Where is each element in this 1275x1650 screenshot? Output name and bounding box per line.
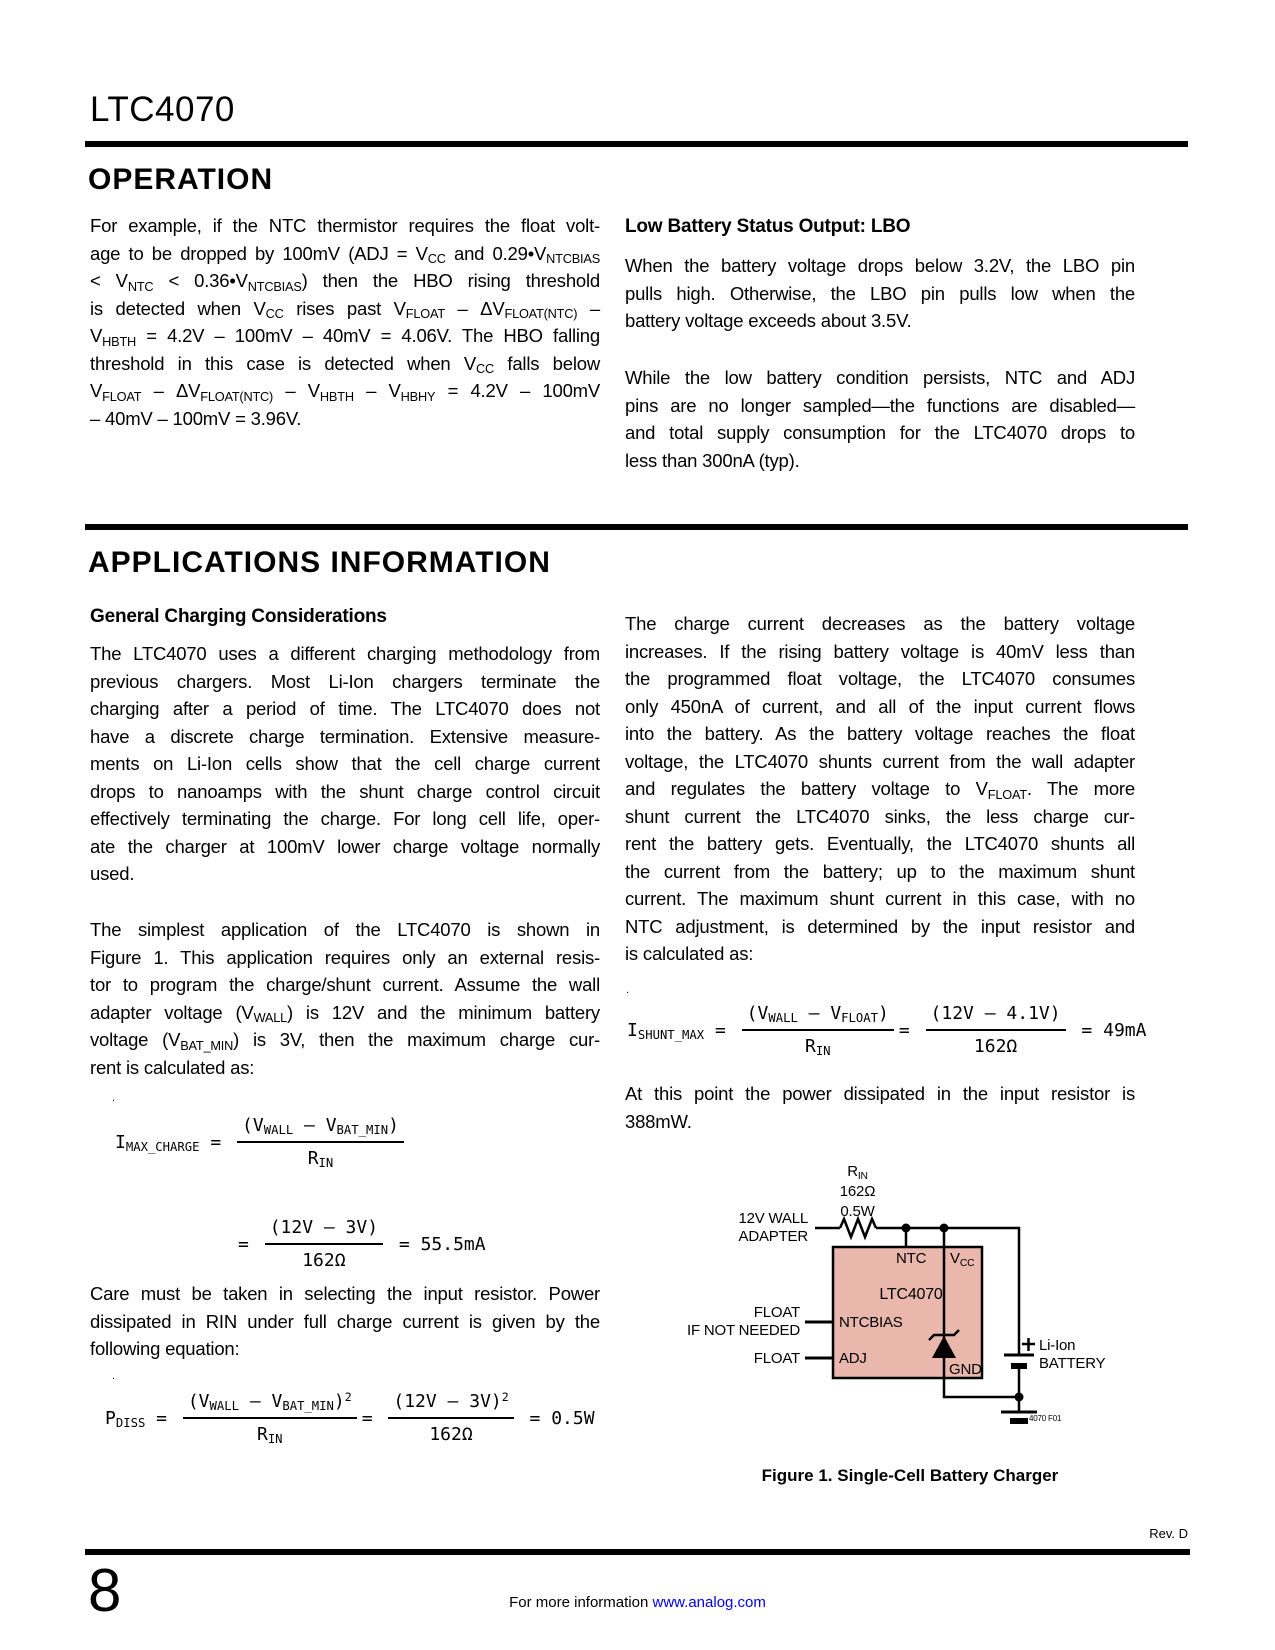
fraction-numerator: (12V – 3V)$^2$: [388, 1388, 513, 1419]
figure1-circuit: [660, 1140, 1140, 1440]
fraction-denominator: 162Ω: [973, 1036, 1018, 1057]
equation-lhs: $I_{MAX\_CHARGE}$ =: [115, 1131, 233, 1154]
text-line: 388mW.: [625, 1110, 692, 1132]
text-line: into the battery. As the battery voltage reaches the float: [625, 723, 1135, 744]
footer: [0, 1594, 1275, 1611]
text-line: NTC adjustment, is determined by the input resistor and: [625, 915, 1135, 937]
equation-equals: =: [898, 1019, 921, 1041]
wall-adapter-label: 12V WALL ADAPTER: [738, 1210, 808, 1245]
equation-equals: =: [238, 1233, 260, 1255]
fraction-denominator: $R_{IN}$: [307, 1148, 334, 1171]
text-line: battery voltage exceeds about 3.5V.: [625, 310, 912, 331]
text-line: charging after a period of time. The LTC4070 does not: [90, 698, 600, 719]
text-line: $V_{HBTH} = 4.2V - 100mV - 40mV = 4.06V$. The HBO falling: [90, 325, 600, 349]
equation-marker-dot: .: [112, 1092, 116, 1104]
text-line: only 450nA of current, and all of the input current flows: [625, 695, 1135, 717]
float-ntcbias-note: FLOAT IF NOT NEEDED: [687, 1304, 800, 1339]
equation-pdiss: [105, 1388, 595, 1448]
lbo-heading: Low Battery Status Output: LBO: [625, 216, 911, 237]
pin-label-ntcbias: NTCBIAS: [839, 1314, 903, 1331]
text-line: Care must be taken in selecting the input resistor. Power: [90, 1283, 600, 1304]
junction-dot: [902, 1224, 911, 1233]
section-rule: [85, 524, 1188, 530]
fraction: [388, 1388, 513, 1448]
text-line: For example, if the NTC thermistor requires the float volt-: [90, 215, 600, 236]
equation-imax-charge-value: [238, 1214, 486, 1274]
text-line: less than 300nA (typ).: [625, 449, 800, 471]
fraction: [265, 1214, 383, 1274]
equation-ishunt-max: [627, 1000, 1146, 1060]
chip-name-label: LTC4070: [879, 1286, 943, 1303]
text-line: shunt current the LTC4070 sinks, the less charge cur-: [625, 805, 1135, 827]
equation-result: = 0.5W: [518, 1407, 595, 1429]
text-line: the programmed float voltage, the LTC4070 consumes: [625, 668, 1135, 689]
fraction-numerator: $(V_{WALL} - V_{FLOAT})$: [742, 1000, 894, 1031]
equation-result: = 49mA: [1070, 1019, 1147, 1041]
footer-rule: [85, 1549, 1190, 1555]
applications-title: APPLICATIONS INFORMATION: [88, 546, 551, 579]
text-line: rent is calculated as:: [90, 1056, 255, 1078]
apps-left-paragraph-2: [90, 916, 600, 1081]
text-line: current. The maximum shunt current in this case, with no: [625, 888, 1135, 909]
figure1-caption: Figure 1. Single-Cell Battery Charger: [761, 1466, 1059, 1485]
text-line: increases. If the rising battery voltage is 40mV less than: [625, 640, 1135, 662]
fraction-numerator: $(V_{WALL} - V_{BAT\_MIN})$: [237, 1112, 404, 1143]
text-line: adapter voltage $(V_{WALL})$ is 12V and the minimum battery: [90, 1001, 600, 1026]
rin-name: $R_{IN}$: [847, 1163, 868, 1182]
text-line: The simplest application of the LTC4070 is shown in: [90, 919, 600, 940]
text-line: threshold in this case is detected when $V_{CC}$ falls below: [90, 352, 600, 377]
general-charging-heading: General Charging Considerations: [90, 606, 387, 627]
text-line: age to be dropped by 100mV ($ADJ = V_{CC}$ and $0.29•V_{NTCBIAS}$: [90, 242, 600, 267]
fraction-denominator: $R_{IN}$: [256, 1424, 283, 1447]
text-line: voltage, the LTC4070 shunts current from the wall adapter: [625, 750, 1135, 772]
equation-lhs: $I_{SHUNT\_MAX}$ =: [627, 1019, 737, 1042]
figure-code: 4070 F01: [1029, 1414, 1062, 1423]
text-line: ments on Li-Ion cells show that the cell charge current: [90, 753, 600, 774]
pin-label-vcc: $V_{CC}$: [950, 1250, 975, 1269]
rin-label: [820, 1162, 895, 1222]
text-line: is calculated as:: [625, 943, 754, 964]
text-line: $V_{FLOAT} - \Delta V_{FLOAT(NTC)} - V_{HBTH} - V_{HBHY} = 4.2V - 100mV$: [90, 380, 601, 404]
battery-label: Li-Ion BATTERY: [1039, 1337, 1106, 1372]
apps-right-paragraph-2: [625, 1080, 1135, 1135]
equation-lhs: $P_{DISS}$ =: [105, 1407, 178, 1430]
plus-icon: [1022, 1338, 1035, 1351]
fraction-numerator: $(V_{WALL} - V_{BAT\_MIN})^2$: [183, 1388, 357, 1419]
text-line: used.: [90, 863, 135, 884]
page-number: 8: [88, 1557, 122, 1624]
fraction: [237, 1112, 404, 1172]
text-line: voltage $(V_{BAT\_MIN})$ is 3V, then the maximum charge cur-: [90, 1029, 601, 1053]
fraction-numerator: (12V – 3V): [265, 1214, 383, 1245]
equation-equals: =: [361, 1407, 384, 1429]
text-line: pins are no longer sampled—the functions are disabled—: [625, 394, 1135, 416]
text-line: The LTC4070 uses a different charging methodology from: [90, 643, 600, 664]
equation-marker-dot: .: [626, 984, 630, 996]
text-line: At this point the power dissipated in the input resistor is: [625, 1083, 1135, 1104]
fraction-denominator: 162Ω: [302, 1250, 346, 1271]
text-line: tor to program the charge/shunt current. Assume the wall: [90, 974, 600, 995]
text-line: pulls high. Otherwise, the LBO pin pulls low when the: [625, 282, 1135, 304]
pin-label-ntc: NTC: [896, 1250, 927, 1267]
fraction: [926, 1000, 1066, 1060]
apps-right-paragraph-1: [625, 610, 1135, 968]
text-line: drops to nanoamps with the shunt charge control circuit: [90, 780, 600, 802]
text-line: – 40mV – 100mV = 3.96V.: [90, 407, 302, 429]
text-line: When the battery voltage drops below 3.2V, the LBO pin: [625, 255, 1135, 276]
text-line: and total supply consumption for the LTC4070 drops to: [625, 422, 1135, 443]
part-number: LTC4070: [90, 90, 235, 129]
rin-power: 0.5W: [840, 1203, 875, 1220]
revision-label: Rev. D: [1149, 1526, 1188, 1541]
pin-label-adj: ADJ: [839, 1350, 867, 1367]
fraction: [183, 1388, 357, 1448]
text-line: While the low battery condition persists, NTC and ADJ: [625, 367, 1135, 388]
lbo-paragraph-1: [625, 252, 1135, 335]
text-line: previous chargers. Most Li-Ion chargers terminate the: [90, 670, 600, 692]
footer-text: For more information: [509, 1594, 653, 1611]
text-line: Figure 1. This application requires only an external resis-: [90, 946, 600, 968]
text-line: ate the charger at 100mV lower charge voltage normally: [90, 835, 600, 857]
text-line: The charge current decreases as the battery voltage: [625, 613, 1135, 634]
rin-value: 162Ω: [839, 1183, 876, 1200]
apps-left-paragraph-3: [90, 1280, 600, 1363]
text-line: the current from the battery; up to the maximum shunt: [625, 860, 1135, 882]
text-line: have a discrete charge termination. Extensive measure-: [90, 725, 600, 747]
analog-website-link[interactable]: www.analog.com: [652, 1594, 766, 1611]
fraction-numerator: (12V – 4.1V): [926, 1000, 1066, 1031]
operation-title: OPERATION: [88, 163, 274, 196]
text-line: and regulates the battery voltage to $V_{FLOAT}$. The more: [625, 778, 1135, 802]
header-rule: [85, 141, 1188, 147]
equation-marker-dot: .: [112, 1370, 116, 1382]
operation-left-paragraph: [90, 212, 600, 432]
equation-imax-charge: [115, 1112, 409, 1172]
text-line: rent the battery gets. Eventually, the LTC4070 shunts all: [625, 833, 1135, 854]
fraction-denominator: $R_{IN}$: [804, 1036, 831, 1059]
text-line: following equation:: [90, 1338, 240, 1359]
equation-result: = 55.5mA: [388, 1233, 486, 1255]
fraction: [742, 1000, 894, 1060]
apps-left-paragraph-1: [90, 640, 600, 888]
pin-label-gnd: GND: [949, 1361, 982, 1378]
fraction-denominator: 162Ω: [429, 1424, 473, 1445]
junction-dot: [940, 1224, 949, 1233]
text-line: dissipated in RIN under full charge current is given by the: [90, 1310, 600, 1332]
text-line: effectively terminating the charge. For long cell life, oper-: [90, 808, 600, 829]
lbo-paragraph-2: [625, 364, 1135, 474]
text-line: < $V_{NTC}$ < $0.36•V_{NTCBIAS}$) then the HBO rising threshold: [90, 270, 600, 294]
float-adj-note: FLOAT: [753, 1350, 800, 1367]
text-line: is detected when $V_{CC}$ rises past $V_{FLOAT} - \Delta V_{FLOAT(NTC)}$ –: [90, 297, 600, 322]
